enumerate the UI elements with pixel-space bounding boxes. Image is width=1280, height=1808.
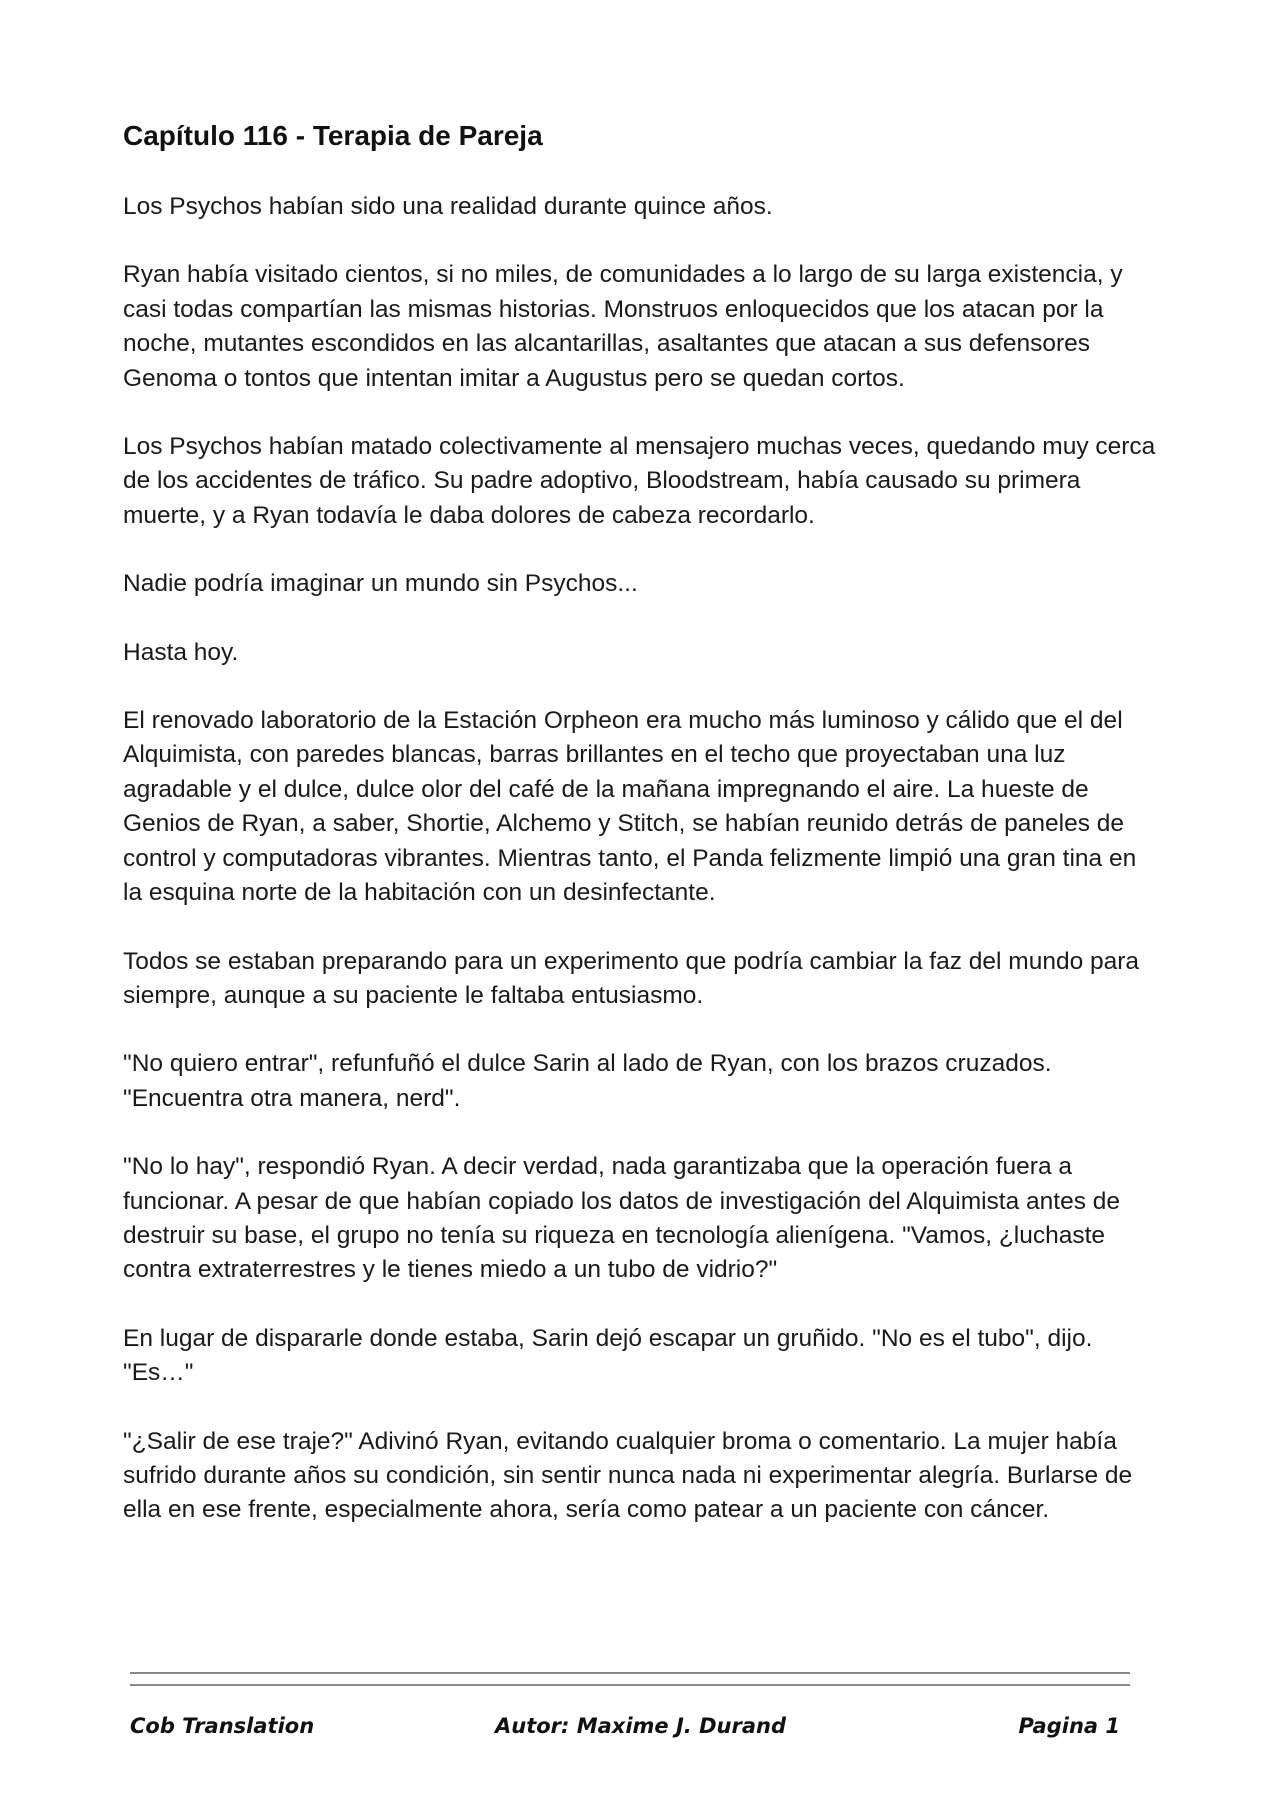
footer-divider-bottom bbox=[130, 1684, 1130, 1686]
footer-translator: Cob Translation bbox=[130, 1714, 315, 1738]
paragraph-11: "¿Salir de ese traje?" Adivinó Ryan, evitando cualquier broma o comentario. La mujer había sufrido durante años su condición, sin sentir nunca nada ni experimentar alegría. Burlarse de ella en ese frente, especialmente ahora, sería como patear a un paciente con cáncer. bbox=[123, 1427, 1133, 1524]
chapter-title: Capítulo 116 - Terapia de Pareja bbox=[123, 120, 543, 151]
paragraph-9: "No lo hay", respondió Ryan. A decir verdad, nada garantizaba que la operación fuera a funcionar. A pesar de que habían copiado los datos de investigación del Alquimista antes de destruir su base, el grupo no tenía su riqueza en tecnología alienígena. "Vamos, ¿luchaste contra extraterrestres y le tienes miedo a un tubo de vidrio?" bbox=[123, 1153, 1121, 1284]
paragraph-6: El renovado laboratorio de la Estación Orpheon era mucho más luminoso y cálido que el del Alquimista, con paredes blancas, barras brillantes en el techo que proyectaban una luz agradable y el dulce, dulce olor del café de la mañana impregnando el aire. La hueste de Genios de Ryan, a saber, Shortie, Alchemo y Stitch, se habían reunido detrás de paneles de control y computadoras vibrantes. Mientras tanto, el Panda felizmente limpió una gran tina en la esquina norte de la habitación con un desinfectante. bbox=[123, 707, 1137, 907]
paragraph-1: Los Psychos habían sido una realidad durante quince años. bbox=[123, 193, 773, 220]
paragraph-4: Nadie podría imaginar un mundo sin Psychos... bbox=[123, 570, 638, 598]
paragraph-10: En lugar de dispararle donde estaba, Sarin dejó escapar un gruñido. "No es el tubo", dijo. "Es…" bbox=[123, 1324, 1093, 1387]
paragraph-7: Todos se estaban preparando para un experimento que podría cambiar la faz del mundo para siempre, aunque a su paciente le faltaba entusiasmo. bbox=[123, 947, 1140, 1009]
paragraph-5: Hasta hoy. bbox=[123, 638, 239, 666]
page-footer bbox=[130, 1714, 1120, 1748]
document-body bbox=[123, 118, 1158, 1562]
footer-divider-top bbox=[130, 1672, 1130, 1674]
paragraph-8: "No quiero entrar", refunfuñó el dulce Sarin al lado de Ryan, con los brazos cruzados. "Encuentra otra manera, nerd". bbox=[123, 1050, 1052, 1112]
paragraph-3: Los Psychos habían matado colectivamente al mensajero muchas veces, quedando muy cerca de los accidentes de tráfico. Su padre adoptivo, Bloodstream, había causado su primera muerte, y a Ryan todavía le daba dolores de cabeza recordarlo. bbox=[123, 433, 1156, 529]
footer-page-number: Pagina 1 bbox=[1018, 1714, 1120, 1738]
paragraph-2: Ryan había visitado cientos, si no miles, de comunidades a lo largo de su larga existencia, y casi todas compartían las mismas historias. Monstruos enloquecidos que los atacan por la noche, mutantes escondidos en las alcantarillas, asaltantes que atacan a sus defensores Genoma o tontos que intentan imitar a Augustus pero se quedan cortos. bbox=[123, 261, 1123, 392]
footer-author: Autor: Maxime J. Durand bbox=[495, 1714, 786, 1738]
